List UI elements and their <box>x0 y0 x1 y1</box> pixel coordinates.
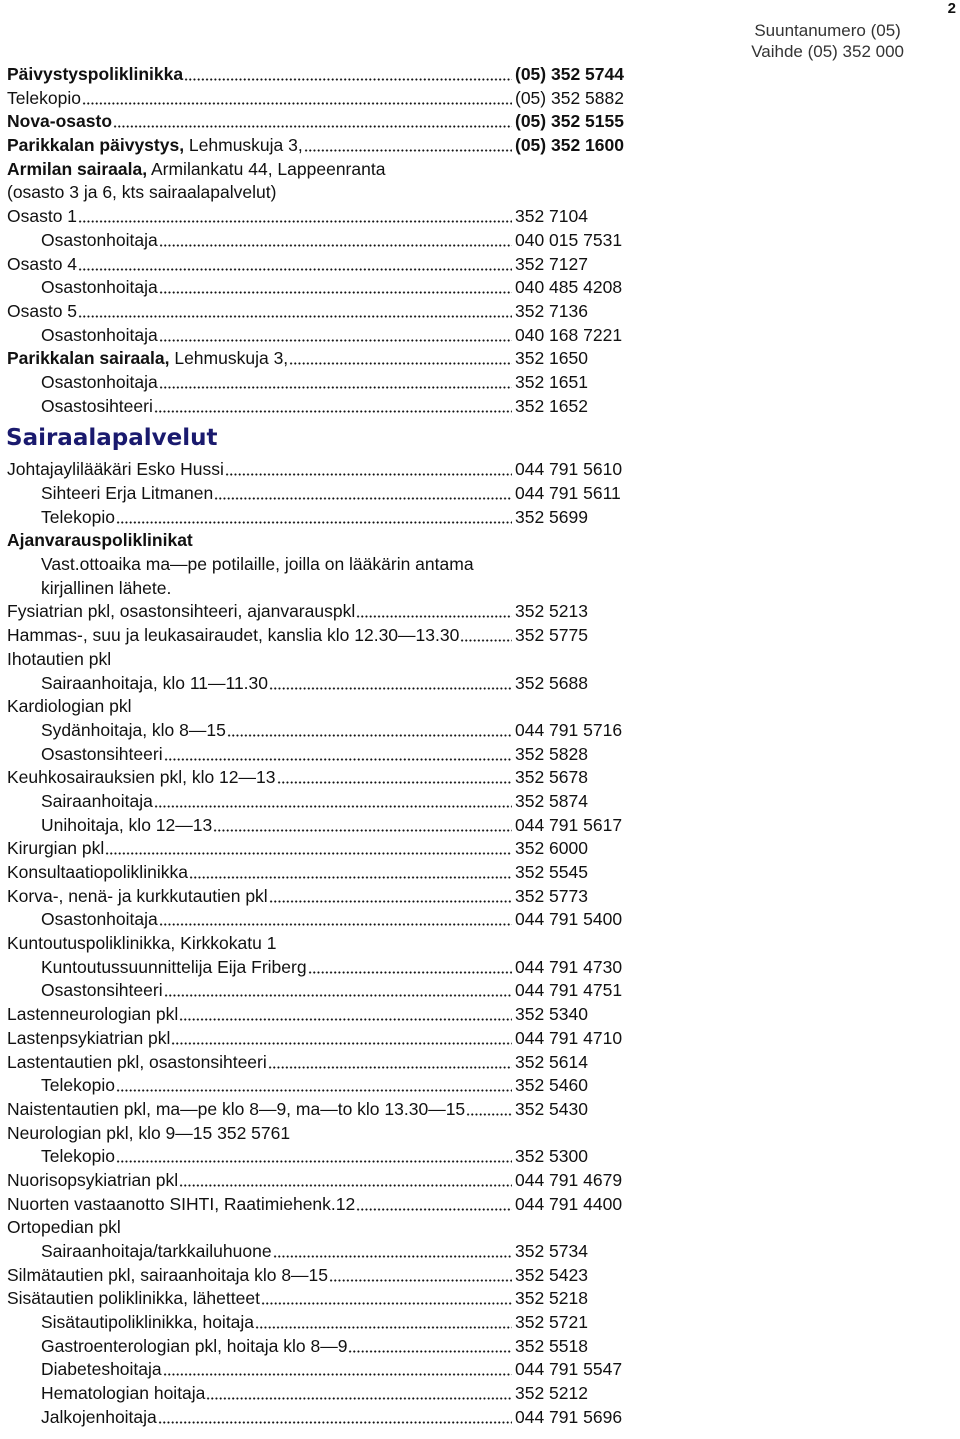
section-hospital-services <box>0 458 960 1429</box>
phone-number: 044 791 4730 <box>515 956 623 977</box>
entry-label <box>7 1287 260 1311</box>
list-item <box>0 553 960 577</box>
dot-leader <box>277 781 512 784</box>
entry-label-part: Unihoitaja, klo 12—13 <box>41 814 213 835</box>
list-item <box>0 885 960 909</box>
phone-number: 352 5721 <box>515 1312 588 1333</box>
dot-leader <box>308 971 512 974</box>
entry-label <box>7 529 193 553</box>
list-item <box>0 1027 960 1051</box>
phone-number: (05) 352 1600 <box>515 135 624 156</box>
phone-number: 352 5460 <box>515 1075 588 1096</box>
phone-number: 352 5340 <box>515 1004 588 1025</box>
entry-label <box>41 1145 115 1169</box>
section-emergency-hospitals <box>0 63 960 418</box>
entry-label-part: Lastenpsykiatrian pkl <box>7 1027 171 1048</box>
phone-number: 044 791 4679 <box>515 1169 623 1190</box>
entry-label-part: Osastonhoitaja <box>41 277 158 298</box>
entry-label-part: Sisätautien poliklinikka, lähetteet <box>7 1288 260 1309</box>
phone-number: 352 5678 <box>515 767 588 788</box>
list-item <box>0 743 960 767</box>
dot-leader <box>460 639 512 642</box>
list-item <box>0 506 960 530</box>
entry-label <box>7 458 224 482</box>
entry-label <box>7 205 77 229</box>
entry-label-part: Osastonhoitaja <box>41 324 158 345</box>
entry-label <box>41 956 307 980</box>
entry-label <box>41 1240 272 1264</box>
dot-leader <box>158 1421 512 1424</box>
list-item <box>0 324 960 348</box>
dot-leader <box>164 994 512 997</box>
entry-label <box>7 1216 121 1240</box>
dot-leader <box>184 78 512 81</box>
entry-label <box>7 600 355 624</box>
list-item <box>0 347 960 371</box>
dot-leader <box>159 291 512 294</box>
list-item <box>0 110 960 134</box>
entry-label <box>7 861 188 885</box>
phone-number: 044 791 5617 <box>515 814 623 835</box>
entry-label-part: kirjallinen lähete. <box>41 577 172 598</box>
entry-label <box>7 624 459 648</box>
list-item <box>0 205 960 229</box>
dot-leader <box>179 1018 512 1021</box>
entry-label-part: Fysiatrian pkl, osastonsihteeri, ajanvarauspkl <box>7 601 356 622</box>
dot-leader <box>255 1326 512 1329</box>
entry-label <box>41 743 163 767</box>
entry-label-part: Korva-, nenä- ja kurkkutautien pkl <box>7 885 268 906</box>
phone-number: 352 7136 <box>515 300 588 321</box>
entry-label-part: Osasto 1 <box>7 206 78 227</box>
entry-label-part: Osastonhoitaja <box>41 371 158 392</box>
phone-number: (05) 352 5882 <box>515 87 624 108</box>
entry-label-part: Lehmuskuja 3, <box>169 348 289 369</box>
phone-number: 352 7104 <box>515 206 588 227</box>
phone-number: 352 5212 <box>515 1383 588 1404</box>
phone-number: 044 791 5696 <box>515 1406 623 1427</box>
dot-leader <box>116 521 512 524</box>
list-item <box>0 814 960 838</box>
entry-label-part: Konsultaatiopoliklinikka <box>7 862 188 882</box>
list-item <box>0 1098 960 1122</box>
entry-label <box>41 719 226 743</box>
entry-label-part: (osasto 3 ja 6, kts sairaalapalvelut) <box>7 182 277 203</box>
phone-number: 352 1651 <box>515 371 588 392</box>
entry-label-part: Hematologian hoitaja <box>41 1383 206 1404</box>
entry-label-part: Parikkalan sairaala, <box>7 348 170 369</box>
phone-number: 044 791 5400 <box>515 909 623 930</box>
list-item <box>0 87 960 111</box>
dot-leader <box>206 1397 512 1400</box>
phone-number: 040 485 4208 <box>515 277 623 298</box>
entry-label-part: Kuntoutuspoliklinikka, Kirkkokatu 1 <box>7 933 277 954</box>
entry-label <box>41 229 158 253</box>
phone-number: 040 168 7221 <box>515 324 623 345</box>
list-item <box>0 861 960 885</box>
list-item <box>0 529 960 553</box>
entry-label <box>7 253 77 277</box>
dot-leader <box>163 1373 512 1376</box>
entry-label-part: Nuorten vastaanotto SIHTI, Raatimiehenk.12 <box>7 1193 356 1214</box>
entry-label <box>41 395 153 419</box>
entry-label-part: Johtajaylilääkäri Esko Hussi <box>7 459 224 480</box>
entry-label-part: Sairaanhoitaja <box>41 790 153 811</box>
phone-number: 040 015 7531 <box>515 229 623 250</box>
phone-number: (05) 352 5155 <box>515 111 624 132</box>
entry-label-part: Lastentautien pkl, osastonsihteeri <box>7 1051 267 1072</box>
list-item <box>0 932 960 956</box>
entry-label-part: Osastonsihteeri <box>41 743 163 764</box>
dot-leader <box>171 1042 512 1045</box>
phone-number: 044 791 5547 <box>515 1359 623 1380</box>
dot-leader <box>348 1350 512 1353</box>
dot-leader <box>213 829 512 832</box>
entry-label-part: Naistentautien pkl, ma—pe klo 8—9, ma—to klo 13.30—15 <box>7 1098 466 1119</box>
phone-number: 352 5430 <box>515 1098 588 1119</box>
dot-leader <box>159 339 512 342</box>
entry-label-part: Osastosihteeri <box>41 395 153 416</box>
entry-label <box>7 1098 465 1122</box>
page-header <box>751 20 904 62</box>
dot-leader <box>304 149 512 152</box>
dot-leader <box>164 758 512 761</box>
phone-number: 352 5828 <box>515 743 588 764</box>
entry-label-part: Gastroenterologian pkl, hoitaja klo 8—9 <box>41 1335 348 1356</box>
entry-label <box>7 695 132 719</box>
entry-label-part: Osasto 4 <box>7 253 78 274</box>
dot-leader <box>273 1255 512 1258</box>
entry-label-part: Silmätautien pkl, sairaanhoitaja klo 8—15 <box>7 1264 329 1285</box>
list-item <box>0 577 960 601</box>
entry-label <box>7 837 104 861</box>
phone-number: 044 791 5716 <box>515 719 623 740</box>
phone-number: 352 5518 <box>515 1335 588 1356</box>
list-item <box>0 1264 960 1288</box>
entry-label <box>7 1003 178 1027</box>
list-item <box>0 1216 960 1240</box>
entry-label-part: Sairaanhoitaja/tarkkailuhuone <box>41 1241 272 1261</box>
entry-label <box>7 1193 355 1217</box>
list-item <box>0 1311 960 1335</box>
phone-number: 352 5614 <box>515 1051 588 1072</box>
entry-label <box>41 814 212 838</box>
list-item <box>0 181 960 205</box>
entry-label <box>7 1169 178 1193</box>
dot-leader <box>113 125 512 128</box>
list-item <box>0 1169 960 1193</box>
dot-leader <box>268 1066 512 1069</box>
dot-leader <box>78 268 512 271</box>
list-item <box>0 229 960 253</box>
entry-label-part: Sihteeri Erja Litmanen <box>41 483 214 503</box>
entry-label-part: Nuorisopsykiatrian pkl <box>7 1169 179 1190</box>
entry-label-part: Kuntoutussuunnittelija Eija Friberg <box>41 956 307 977</box>
entry-label <box>41 979 163 1003</box>
entry-label-part: Ihotautien pkl <box>7 648 112 669</box>
entry-label <box>7 932 276 956</box>
phone-number: (05) 352 5744 <box>515 64 624 84</box>
list-item <box>0 1051 960 1075</box>
entry-label-part: Osastonhoitaja <box>41 229 158 250</box>
phone-number: 352 5734 <box>515 1241 588 1261</box>
entry-label <box>41 276 158 300</box>
list-item <box>0 908 960 932</box>
entry-label-part: Diabeteshoitaja <box>41 1359 162 1380</box>
entry-label-part: Parikkalan päivystys, <box>7 135 185 156</box>
dot-leader <box>329 1279 512 1282</box>
entry-label <box>7 766 276 790</box>
dot-leader <box>466 1113 512 1116</box>
phone-number: 352 1652 <box>515 395 588 416</box>
list-item <box>0 158 960 182</box>
list-item <box>0 1193 960 1217</box>
entry-label <box>41 577 171 601</box>
dot-leader <box>189 876 512 879</box>
phone-number: 352 5218 <box>515 1288 588 1309</box>
dot-leader <box>78 220 512 223</box>
entry-label <box>41 1406 157 1430</box>
entry-label <box>41 790 153 814</box>
dot-leader <box>289 362 512 365</box>
dot-leader <box>154 410 512 413</box>
list-item <box>0 134 960 158</box>
header-switchboard: Vaihde (05) 352 000 <box>751 42 904 61</box>
entry-label-part: Osastonsihteeri <box>41 980 163 1001</box>
header-area-code: Suuntanumero (05) <box>754 21 901 40</box>
dot-leader <box>356 615 512 618</box>
entry-label <box>41 908 158 932</box>
dot-leader <box>159 244 512 247</box>
list-item <box>0 371 960 395</box>
entry-label <box>41 482 213 506</box>
entry-label <box>7 87 81 111</box>
entry-label-part: Telekopio <box>41 1075 115 1096</box>
entry-label-part: Sairaanhoitaja, klo 11—11.30 <box>41 672 269 693</box>
list-item <box>0 482 960 506</box>
entry-label-part: Jalkojenhoitaja <box>41 1406 157 1427</box>
dot-leader <box>78 315 512 318</box>
phone-number: 352 5300 <box>515 1146 588 1167</box>
phone-number: 044 791 5610 <box>515 459 623 480</box>
entry-label-part: Lastenneurologian pkl <box>7 1004 179 1025</box>
dot-leader <box>225 473 512 476</box>
list-item <box>0 695 960 719</box>
list-item <box>0 672 960 696</box>
phone-number: 044 791 4400 <box>515 1193 623 1214</box>
dot-leader <box>261 1302 512 1305</box>
dot-leader <box>227 734 512 737</box>
phone-number: 044 791 4751 <box>515 980 623 1001</box>
entry-label <box>41 1311 254 1335</box>
list-item <box>0 1074 960 1098</box>
dot-leader <box>105 852 512 855</box>
list-item <box>0 1406 960 1430</box>
entry-label <box>7 1051 267 1075</box>
list-item <box>0 395 960 419</box>
list-item <box>0 600 960 624</box>
dot-leader <box>269 900 512 903</box>
phone-number: 352 5688 <box>515 672 588 693</box>
dot-leader <box>154 805 512 808</box>
list-item <box>0 1335 960 1359</box>
entry-label-part: Armilan sairaala, <box>7 158 148 179</box>
entry-label <box>41 371 158 395</box>
phone-number: 352 5773 <box>515 885 588 906</box>
phone-number: 352 5874 <box>515 790 588 811</box>
entry-label-part: Päivystyspoliklinikka <box>7 64 184 84</box>
entry-label <box>41 672 268 696</box>
entry-label-part: Osasto 5 <box>7 300 78 321</box>
phone-number: 352 5213 <box>515 601 588 622</box>
entry-label-part: Keuhkosairauksien pkl, klo 12—13 <box>7 767 276 788</box>
dot-leader <box>159 386 512 389</box>
phone-number: 044 791 4710 <box>515 1027 623 1048</box>
list-item <box>0 648 960 672</box>
entry-label <box>41 506 115 530</box>
entry-label-part: Telekopio <box>41 506 115 527</box>
section-title: Sairaalapalvelut <box>6 425 218 452</box>
list-item <box>0 790 960 814</box>
list-item <box>0 956 960 980</box>
list-item <box>0 300 960 324</box>
phone-number: 352 7127 <box>515 253 588 274</box>
page-number: 2 <box>947 0 956 17</box>
phone-number: 044 791 5611 <box>515 483 621 503</box>
list-item <box>0 458 960 482</box>
entry-label <box>41 324 158 348</box>
phone-number: 352 5699 <box>515 506 588 527</box>
dot-leader <box>179 1184 512 1187</box>
dot-leader <box>116 1089 512 1092</box>
entry-label <box>41 1335 347 1359</box>
list-item <box>0 1287 960 1311</box>
entry-label-part: Kirurgian pkl <box>7 838 105 859</box>
entry-label-part: Osastonhoitaja <box>41 909 158 930</box>
entry-label-part: Lehmuskuja 3, <box>184 135 303 156</box>
directory-list <box>0 63 960 1430</box>
dot-leader <box>214 497 512 500</box>
entry-label <box>7 300 77 324</box>
phone-number: 352 5545 <box>515 862 588 882</box>
phone-number: 352 5423 <box>515 1264 588 1285</box>
dot-leader <box>159 923 512 926</box>
list-item <box>0 719 960 743</box>
dot-leader <box>82 102 512 105</box>
phone-number: 352 1650 <box>515 348 588 369</box>
list-item <box>0 766 960 790</box>
entry-label <box>7 134 303 158</box>
entry-label-part: Neurologian pkl, klo 9—15 352 5761 <box>7 1122 291 1143</box>
entry-label <box>41 1358 162 1382</box>
entry-label-part: Armilankatu 44, Lappeenranta <box>147 158 386 179</box>
list-item <box>0 1240 960 1264</box>
entry-label <box>7 347 288 371</box>
phone-number: 352 5775 <box>515 625 588 646</box>
entry-label-part: Telekopio <box>7 87 81 108</box>
dot-leader <box>356 1208 512 1211</box>
entry-label-part: Sydänhoitaja, klo 8—15 <box>41 719 226 740</box>
entry-label <box>7 158 385 182</box>
list-item <box>0 1382 960 1406</box>
list-item <box>0 276 960 300</box>
entry-label-part: Ortopedian pkl <box>7 1217 121 1238</box>
dot-leader <box>269 687 512 690</box>
entry-label <box>7 648 111 672</box>
list-item <box>0 837 960 861</box>
entry-label <box>7 1122 290 1146</box>
phone-number: 352 6000 <box>515 838 588 859</box>
entry-label <box>41 553 474 577</box>
entry-label-part: Hammas-, suu ja leukasairaudet, kanslia klo 12.30—13.30 <box>7 625 460 646</box>
entry-label-part: Nova-osasto <box>7 111 113 132</box>
list-item <box>0 979 960 1003</box>
list-item <box>0 63 960 87</box>
list-item <box>0 1122 960 1146</box>
entry-label-part: Kardiologian pkl <box>7 696 132 717</box>
entry-label <box>7 885 268 909</box>
list-item <box>0 1003 960 1027</box>
entry-label <box>41 1074 115 1098</box>
entry-label-part: Telekopio <box>41 1146 115 1167</box>
list-item <box>0 624 960 648</box>
entry-label <box>7 63 183 87</box>
entry-label-part: Sisätautipoliklinikka, hoitaja <box>41 1312 255 1333</box>
list-item <box>0 1145 960 1169</box>
section-heading <box>0 418 960 458</box>
list-item <box>0 1358 960 1382</box>
entry-label <box>7 110 112 134</box>
entry-label <box>7 181 276 205</box>
dot-leader <box>116 1160 512 1163</box>
entry-label <box>7 1027 170 1051</box>
entry-label-part: Ajanvarauspoliklinikat <box>7 530 193 551</box>
list-item <box>0 253 960 277</box>
entry-label-part: Vast.ottoaika ma—pe potilaille, joilla on lääkärin antama <box>41 554 474 575</box>
entry-label <box>41 1382 205 1406</box>
entry-label <box>7 1264 328 1288</box>
